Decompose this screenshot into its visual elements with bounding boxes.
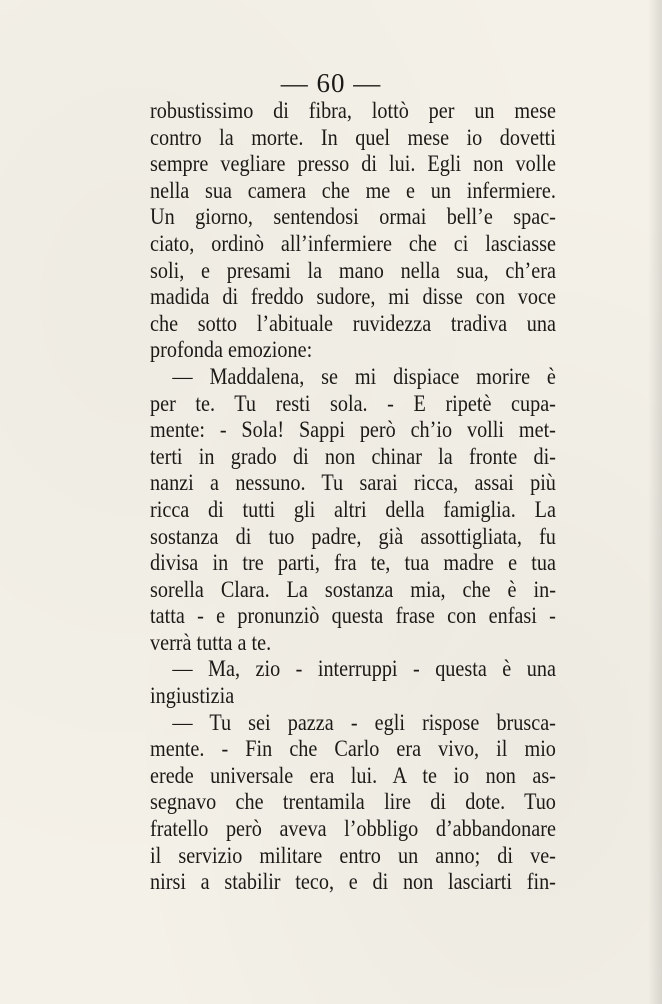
text-line: sostanza di tuo padre, già assottigliata, fu [150, 523, 556, 550]
text-line: soli, e presami la mano nella sua, ch’era [150, 257, 556, 284]
text-line: verrà tutta a te. [150, 629, 272, 656]
text-line: fratello però aveva l’obbligo d’abbandonare [150, 816, 556, 843]
text-line: sempre vegliare presso di lui. Egli non volle [150, 151, 556, 178]
text-line: terti in grado di non chinar la fronte di- [150, 443, 556, 470]
page-number: — 60 — [280, 68, 382, 98]
text-line: divisa in tre parti, fra te, tua madre e tua [150, 550, 556, 577]
text-line: segnavo che trentamila lire di dote. Tuo [150, 789, 556, 816]
text-line: erede universale era lui. A te io non as- [150, 762, 556, 789]
text-line: ingiustizia [150, 683, 235, 710]
text-line: nanzi a nessuno. Tu sarai ricca, assai più [150, 470, 556, 497]
text-line: ricca di tutti gli altri della famiglia. La [150, 496, 556, 523]
text-line: mente: - Sola! Sappi però ch’io volli met- [150, 417, 556, 444]
text-line: — Maddalena, se mi dispiace morire è [172, 363, 556, 390]
text-line: mente. - Fin che Carlo era vivo, il mio [150, 736, 556, 763]
text-line: nella sua camera che me e un infermiere. [150, 177, 556, 204]
text-line: madida di freddo sudore, mi disse con voce [150, 284, 556, 311]
text-line: — Ma, zio - interruppi - questa è una [172, 656, 556, 683]
text-line: contro la morte. In quel mese io dovetti [150, 124, 556, 151]
text-line: per te. Tu resti sola. - E ripetè cupa- [150, 390, 556, 417]
text-line: il servizio militare entro un anno; di ve- [150, 842, 556, 869]
text-line: sorella Clara. La sostanza mia, che è in- [150, 576, 556, 603]
text-line: profonda emozione: [150, 337, 313, 364]
text-line: che sotto l’abituale ruvidezza tradiva una [150, 310, 556, 337]
body-text [150, 98, 556, 896]
page-edge-shadow [648, 0, 662, 1004]
text-line: robustissimo di fibra, lottò per un mese [150, 98, 556, 124]
text-line: nirsi a stabilir teco, e di non lasciarti fin- [150, 869, 556, 896]
text-line: — Tu sei pazza - egli rispose brusca- [172, 709, 556, 736]
text-line: tatta - e pronunziò questa frase con enfasi - [150, 603, 556, 630]
text-line: ciato, ordinò all’infermiere che ci lasciasse [150, 230, 556, 257]
text-line: Un giorno, sentendosi ormai bell’e spac- [150, 204, 556, 231]
